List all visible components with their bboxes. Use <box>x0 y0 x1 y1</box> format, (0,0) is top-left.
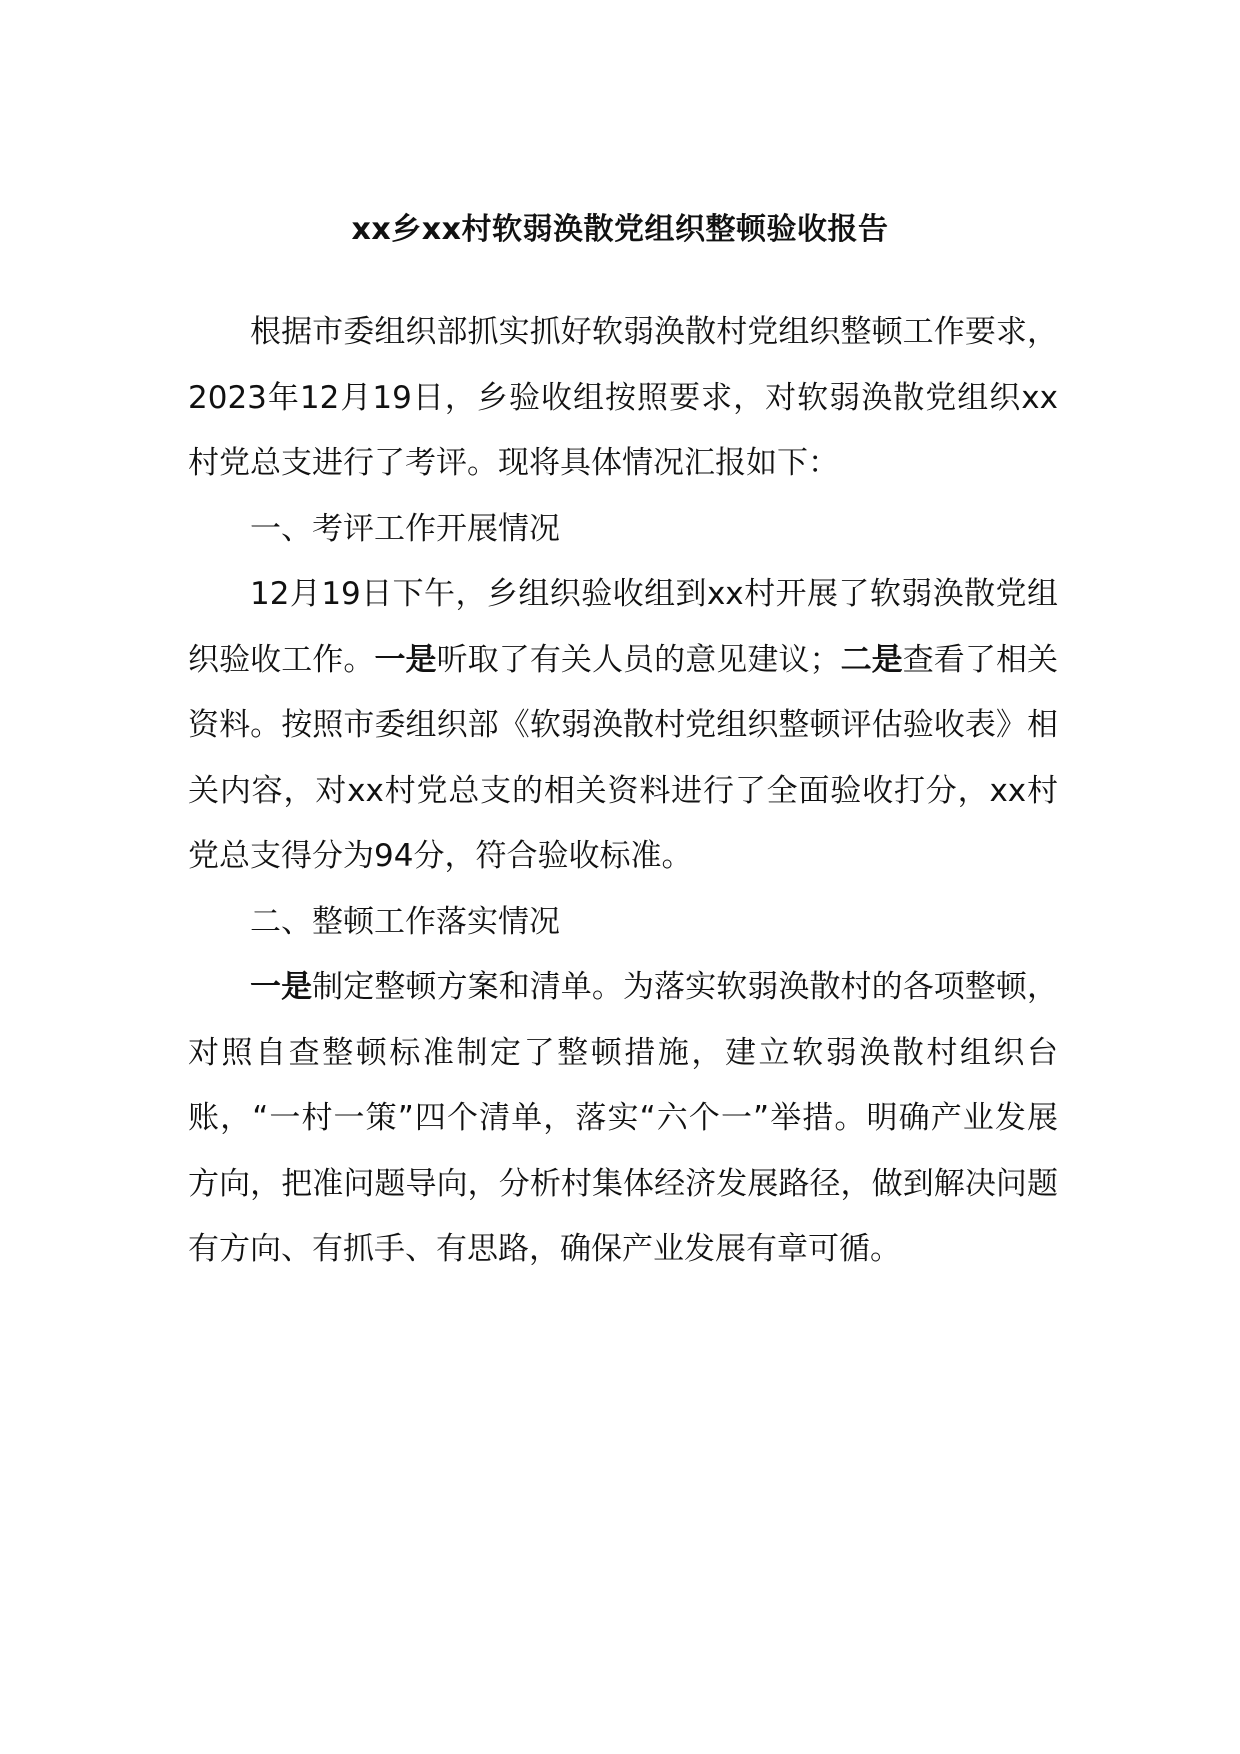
section1-text-1: 12月19日下午，乡组织验收组到xx村开展了软弱涣散党组织验收工作。 <box>188 576 1058 678</box>
section2-text-1: 制定整顿方案和清单。为落实软弱涣散村的各项整顿，对照自查整顿标准制定了整顿措施，建立软弱涣散村组织台账，“一村一策”四个清单，落实“六个一”举措。明确产业发展方向，把准问题导向，分析村集体经济发展路径，做到解决问题有方向、有抓手、有思路，确保产业发展有章可循。 <box>188 969 1059 1267</box>
intro-paragraph: 根据市委组织部抓实抓好软弱涣散村党组织整顿工作要求，2023年12月19日，乡验收组按照要求，对软弱涣散党组织xx村党总支进行了考评。现将具体情况汇报如下： <box>188 314 1058 481</box>
document-body <box>188 300 1058 1283</box>
section1-heading: 一、考评工作开展情况 <box>250 510 560 547</box>
section1-paragraph <box>188 562 1058 890</box>
section1-bold-2: 二是 <box>840 641 903 678</box>
section1-text-2: 听取了有关人员的意见建议； <box>436 641 841 678</box>
section2-paragraph <box>188 955 1058 1283</box>
document-title: xx乡xx村软弱涣散党组织整顿验收报告 <box>351 212 889 247</box>
section1-bold-1: 一是 <box>374 641 437 678</box>
section2-heading: 二、整顿工作落实情况 <box>250 903 560 940</box>
section1-text-3: 查看了相关资料。按照市委组织部《软弱涣散村党组织整顿评估验收表》相关内容，对xx村党总支的相关资料进行了全面验收打分，xx村党总支得分为94分，符合验收标准。 <box>188 641 1059 874</box>
section2-bold-1: 一是 <box>250 969 313 1005</box>
